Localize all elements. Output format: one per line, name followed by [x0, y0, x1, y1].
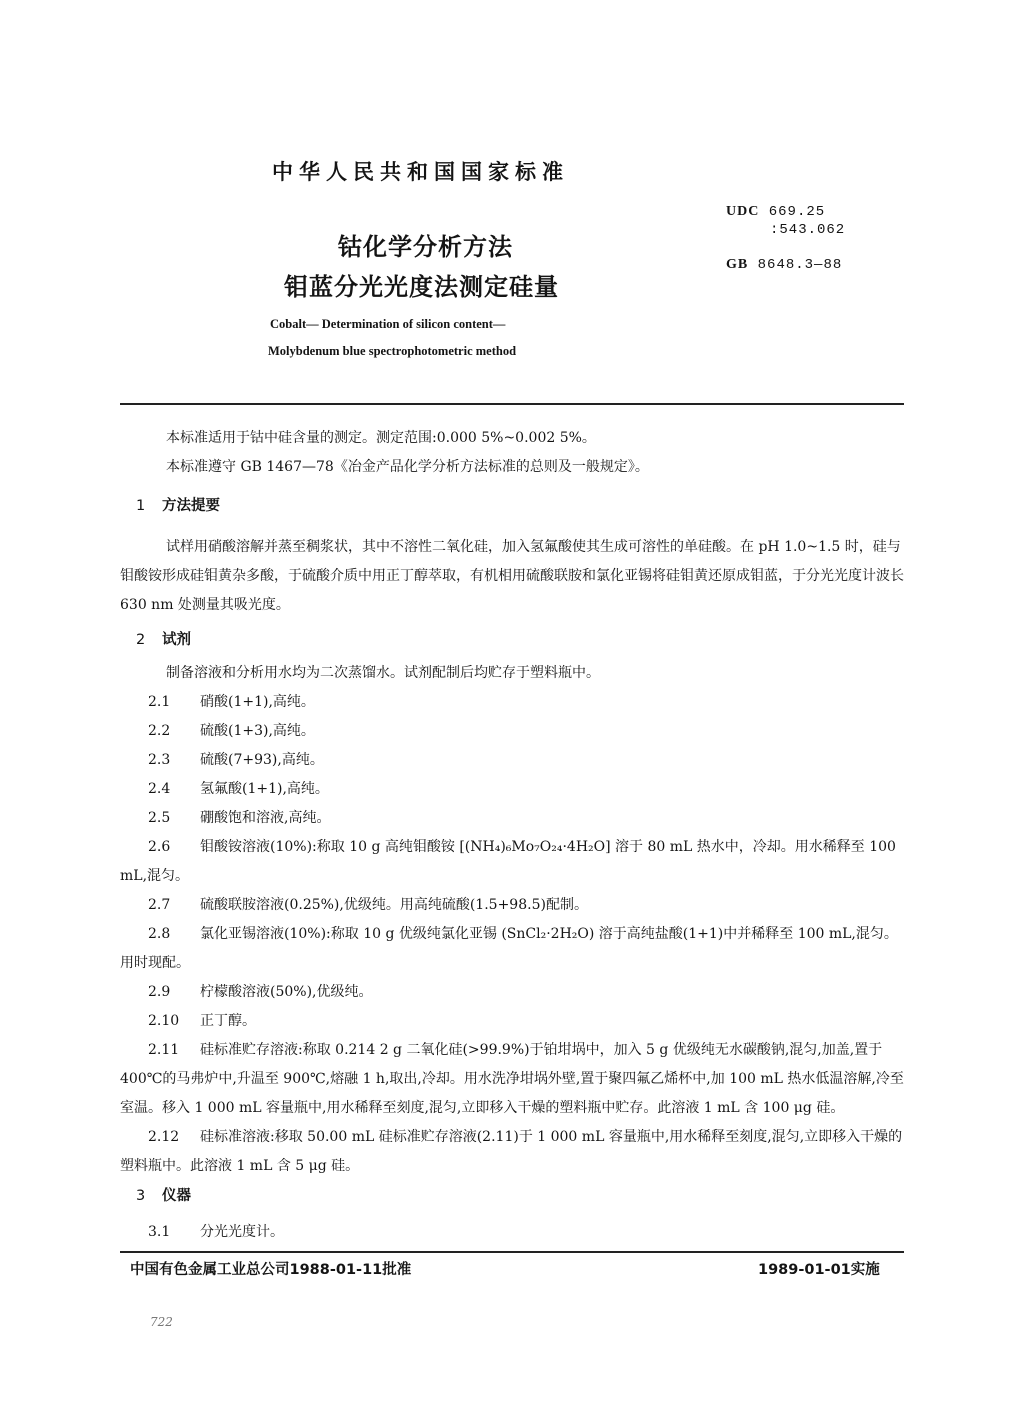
section-3-number: 3 — [136, 1188, 146, 1204]
reagent-item-text: 氯化亚锡溶液(10%):称取 10 g 优级纯氯化亚锡 (SnCl₂·2H₂O) 溶于高纯盐酸(1+1)中并稀释至 100 mL,混匀。用时现配。 — [120, 926, 898, 971]
title-cn-line2: 钼蓝分光光度法测定硅量 — [284, 273, 559, 301]
reagent-item-number: 2.6 — [148, 839, 171, 855]
section-1-body — [120, 533, 904, 620]
reagent-item-text: 硫酸(7+93),高纯。 — [200, 752, 324, 768]
standard-type-heading: 中华人民共和国国家标准 — [272, 160, 569, 184]
reagent-item-number: 2.9 — [148, 984, 171, 1000]
section-1-title: 方法提要 — [162, 498, 220, 514]
reagent-item — [120, 891, 904, 920]
section-3-heading — [136, 1184, 191, 1205]
reagent-item-text: 硫酸(1+3),高纯。 — [200, 723, 315, 739]
intro-block — [120, 424, 904, 482]
section-1-number: 1 — [136, 498, 146, 514]
reagent-item-number: 2.12 — [148, 1129, 180, 1145]
intro-paragraph-2: 本标准遵守 GB 1467—78《冶金产品化学分析方法标准的总则及一般规定》。 — [166, 459, 649, 475]
reagent-item-number: 2.2 — [148, 723, 171, 739]
reagent-item-text: 柠檬酸溶液(50%),优级纯。 — [200, 984, 373, 1000]
title-en-line2: Molybdenum blue spectrophotometric method — [268, 344, 517, 358]
effective-date: 1989-01-01实施 — [758, 1262, 880, 1278]
section-2-body — [120, 659, 904, 1181]
reagent-item-text: 硅标准溶液:移取 50.00 mL 硅标准贮存溶液(2.11)于 1 000 mL 容量瓶中,用水稀释至刻度,混匀,立即移入干燥的塑料瓶中。此溶液 1 mL 含 5 μg 硅。 — [120, 1129, 903, 1174]
udc-value1: 669.25 — [768, 204, 826, 220]
gb-number — [726, 257, 842, 273]
udc-label: UDC — [726, 204, 760, 219]
reagent-item-number: 2.10 — [148, 1013, 180, 1029]
section-2-intro: 制备溶液和分析用水均为二次蒸馏水。试剂配制后均贮存于塑料瓶中。 — [166, 665, 600, 681]
instrument-item-text: 分光光度计。 — [200, 1224, 284, 1240]
page-number: 722 — [150, 1315, 173, 1329]
section-1-heading — [136, 494, 220, 515]
reagent-item-number: 2.8 — [148, 926, 171, 942]
reagent-item — [120, 775, 904, 804]
reagent-item-text: 硅标准贮存溶液:称取 0.214 2 g 二氧化硅(>99.9%)于铂坩埚中，加入 5 g 优级纯无水碳酸钠,混匀,加盖,置于 400℃的马弗炉中,升温至 900℃,熔融 1 h,取出,冷却。用水洗净坩埚外壁,置于聚四氟乙烯杯中,加 100 mL 热水低温溶解,冷至室温。移入 1 000 mL 容量瓶中,用水稀释至刻度,混匀,立即移入干燥的塑料瓶中贮存。此溶液 1 mL 含 100 μg 硅。 — [120, 1042, 904, 1116]
section-3-title: 仪器 — [162, 1188, 191, 1204]
udc-line1 — [726, 204, 825, 220]
reagent-item — [120, 804, 904, 833]
header-divider — [120, 403, 904, 405]
instrument-item — [120, 1218, 904, 1247]
reagent-item-text: 硝酸(1+1),高纯。 — [200, 694, 315, 710]
reagent-item — [120, 717, 904, 746]
title-cn-line1: 钴化学分析方法 — [338, 233, 513, 261]
reagent-item — [120, 1007, 904, 1036]
section-2-heading — [136, 628, 191, 649]
reagent-item — [120, 920, 904, 978]
title-en-line1: Cobalt— Determination of silicon content— — [270, 317, 506, 331]
reagent-item-number: 2.7 — [148, 897, 171, 913]
gb-label: GB — [726, 257, 749, 272]
reagent-item — [120, 833, 904, 891]
intro-paragraph-1: 本标准适用于钴中硅含量的测定。测定范围:0.000 5%~0.002 5%。 — [166, 430, 596, 446]
reagent-item-text: 硼酸饱和溶液,高纯。 — [200, 810, 331, 826]
reagent-item-text: 钼酸铵溶液(10%):称取 10 g 高纯钼酸铵 [(NH₄)₆Mo₇O₂₄·4H₂O] 溶于 80 mL 热水中，冷却。用水稀释至 100 mL,混匀。 — [120, 839, 896, 884]
reagent-item — [120, 746, 904, 775]
reagent-item — [120, 978, 904, 1007]
reagent-item-text: 正丁醇。 — [200, 1013, 256, 1029]
gb-value: 8648.3—88 — [757, 257, 843, 273]
section-1-text: 试样用硝酸溶解并蒸至稠浆状，其中不溶性二氧化硅，加入氢氟酸使其生成可溶性的单硅酸。在 pH 1.0~1.5 时，硅与钼酸铵形成硅钼黄杂多酸，于硫酸介质中用正丁醇萃取，有机相用硫酸联胺和氯化亚锡将硅钼黄还原成钼蓝，于分光光度计波长 630 nm 处测量其吸光度。 — [120, 539, 904, 613]
instrument-item-number: 3.1 — [148, 1224, 171, 1240]
reagent-item — [120, 1036, 904, 1123]
reagent-item — [120, 1123, 904, 1181]
reagent-item-number: 2.3 — [148, 752, 171, 768]
reagent-item-number: 2.1 — [148, 694, 171, 710]
section-2-title: 试剂 — [162, 632, 191, 648]
reagent-item — [120, 688, 904, 717]
reagent-item-number: 2.4 — [148, 781, 171, 797]
reagent-item-number: 2.5 — [148, 810, 171, 826]
section-2-number: 2 — [136, 632, 146, 648]
reagent-item-number: 2.11 — [148, 1042, 180, 1058]
reagent-item-text: 氢氟酸(1+1),高纯。 — [200, 781, 329, 797]
approval-note: 中国有色金属工业总公司1988-01-11批准 — [130, 1262, 412, 1278]
reagent-item-text: 硫酸联胺溶液(0.25%),优级纯。用高纯硫酸(1.5+98.5)配制。 — [200, 897, 588, 913]
footer-divider — [120, 1251, 904, 1253]
udc-value2: :543.062 — [770, 222, 846, 238]
section-3-body — [120, 1218, 904, 1247]
